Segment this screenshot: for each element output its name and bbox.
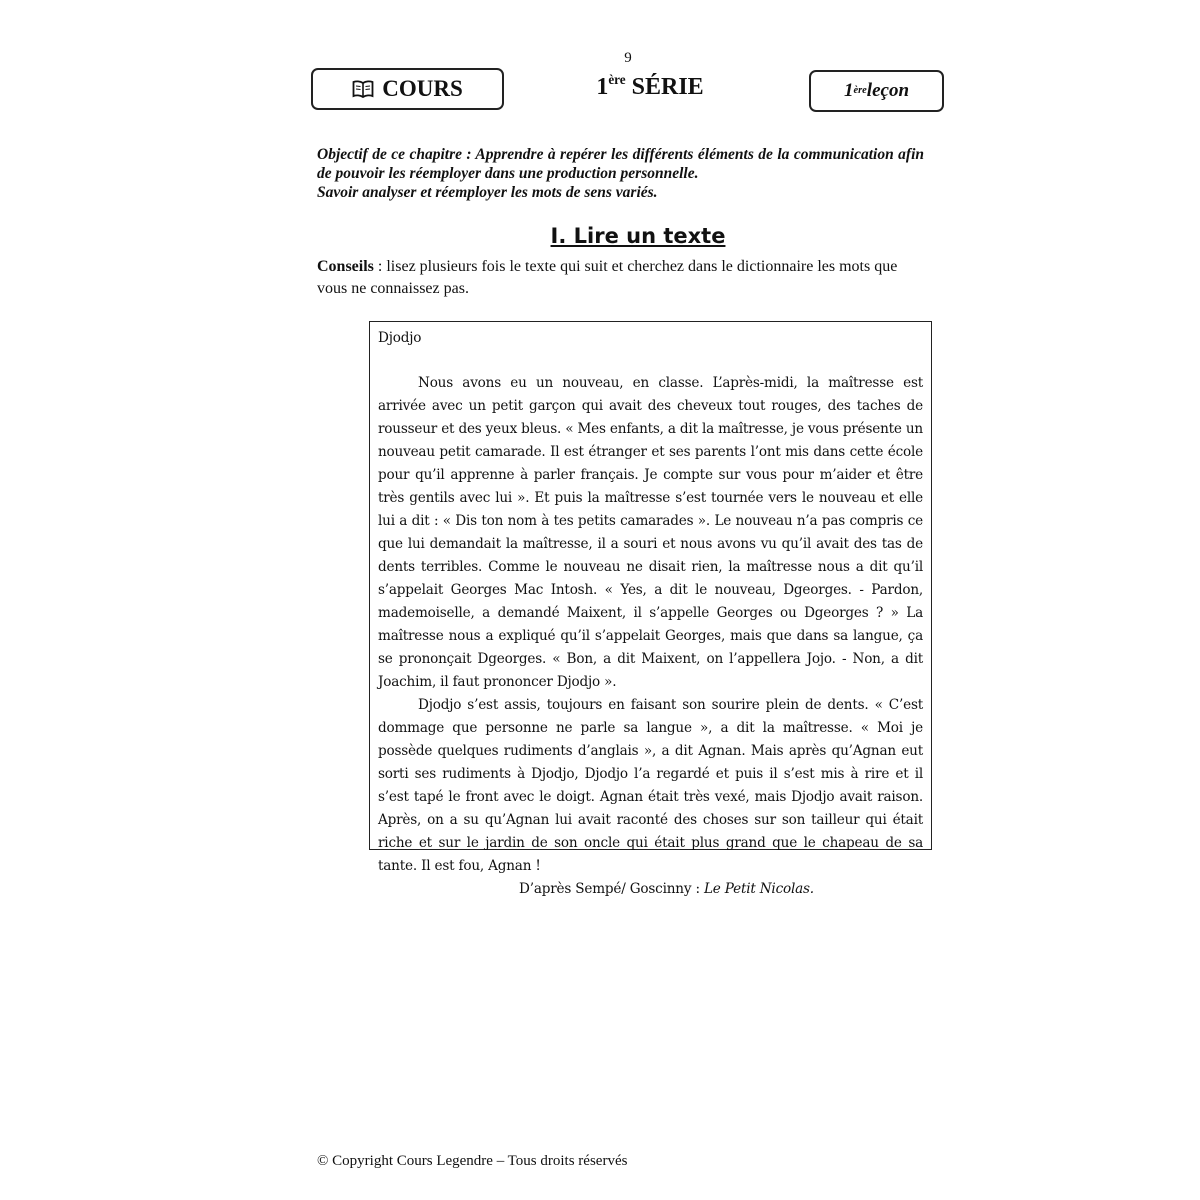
serie-title: 1ère SÉRIE xyxy=(596,72,704,100)
cours-label: COURS xyxy=(382,76,463,101)
objective-line-2: Savoir analyser et réemployer les mots de sens variés. xyxy=(317,184,658,201)
reading-text-box xyxy=(369,321,932,897)
lecon-badge: 1 ère leçon xyxy=(809,70,944,112)
open-book-icon xyxy=(352,80,374,98)
story-attribution: D’après Sempé/ Goscinny : Le Petit Nicolas. xyxy=(519,881,814,897)
conseils-label: Conseils xyxy=(317,258,374,275)
copyright-footer: © Copyright Cours Legendre – Tous droits réservés xyxy=(317,1153,628,1169)
page-number: 9 xyxy=(624,50,632,66)
cours-badge xyxy=(311,68,504,110)
story-paragraph-1: Nous avons eu un nouveau, en classe. L’après-midi, la maîtresse est arrivée avec un petit garçon qui avait des cheveux tout rouges, des taches de rousseur et des yeux bleus. « Mes enfants, a dit la maîtresse, je vous présente un nouveau petit camarade. Il est étranger et ses parents l’ont mis dans cette école pour qu’il apprenne à parler français. Je compte sur vous pour m’aider et être très gentils avec lui ». Et puis la maîtresse s’est tournée vers le nouveau et elle lui a dit : « Dis ton nom à tes petits camarades ». Le nouveau n’a pas compris ce que lui demandait la maîtresse, il a souri et nous avons vu qu’il avait des tas de dents terribles. Comme le nouveau ne disait rien, la maîtresse nous a dit qu’il s’appelait Georges Mac Intosh. « Yes, a dit le nouveau, Dgeorges. - Pardon, mademoiselle, a demandé Maixent, il s’appelle Georges ou Dgeorges ? » La maîtresse nous a expliqué qu’il s’appelait Georges, mais que dans sa langue, ça se prononçait Dgeorges. « Bon, a dit Maixent, on l’appellera Jojo. - Non, a dit Joachim, il faut prononcer Djodjo ». xyxy=(378,375,923,690)
conseils xyxy=(317,256,927,300)
section-title: I. Lire un texte xyxy=(550,224,726,248)
story-paragraph-2: Djodjo s’est assis, toujours en faisant son sourire plein de dents. « C’est dommage que personne ne parle sa langue », a dit la maîtresse. « Moi je possède quelques rudiments d’anglais », a dit Agnan. Mais après qu’Agnan eut sorti ses rudiments à Djodjo, Djodjo l’a regardé et puis il s’est mis à rire et il s’est tapé le front avec le doigt. Agnan était très vexé, mais Djodjo avait raison. Après, on a su qu’Agnan lui avait raconté des choses sur son tailleur qui était riche et sur le jardin de son oncle qui était plus grand que le chapeau de sa tante. Il est fou, Agnan ! xyxy=(378,697,923,874)
story-title: Djodjo xyxy=(378,330,422,346)
objective-line-1: Objectif de ce chapitre : Apprendre à repérer les différents éléments de la communication afin de pouvoir les réemployer dans une production personnelle. xyxy=(317,146,924,182)
chapter-objective xyxy=(317,145,924,202)
conseils-text: : lisez plusieurs fois le texte qui suit et cherchez dans le dictionnaire les mots que vous ne connaissez pas. xyxy=(317,258,898,297)
